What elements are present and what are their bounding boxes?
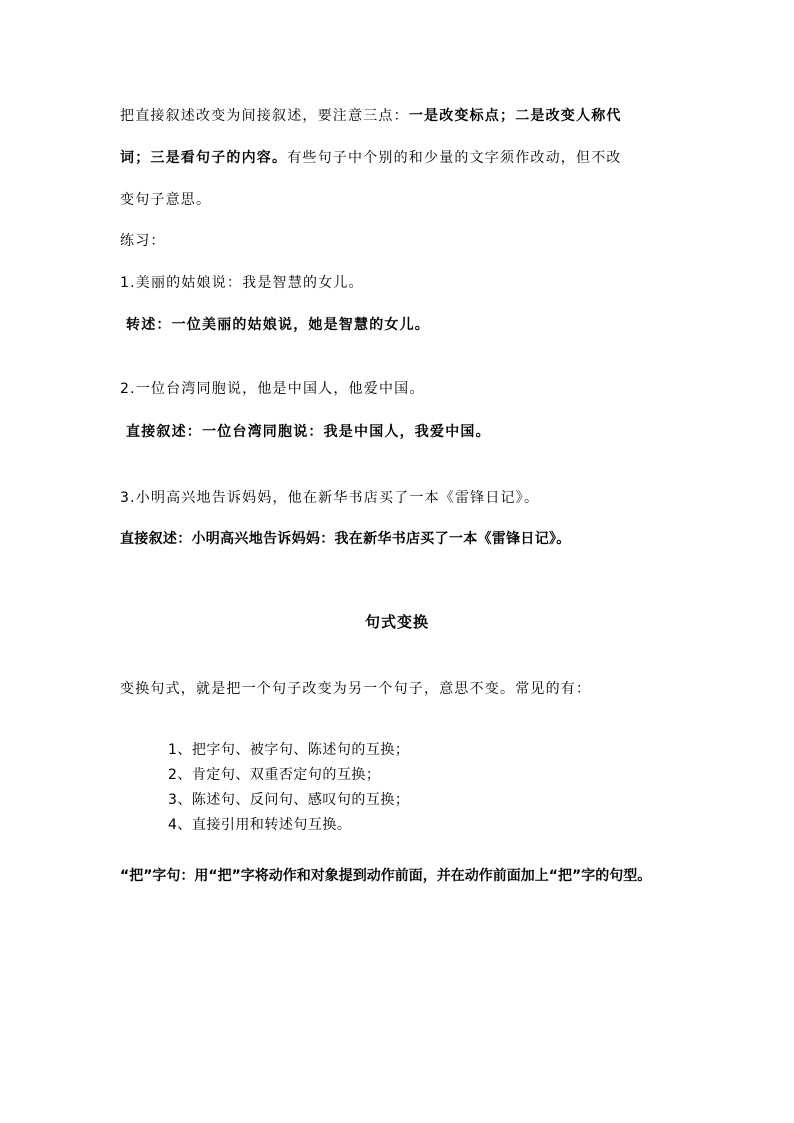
section-intro: 变换句式，就是把一个句子改变为另一个句子，意思不变。常见的有： <box>120 681 592 697</box>
exercise-1-answer: 转述：一位美丽的姑娘说，她是智慧的女儿。 <box>126 317 430 333</box>
intro-line-3: 变句子意思。 <box>120 192 212 208</box>
exercise-3-answer: 直接叙述：小明高兴地告诉妈妈：我在新华书店买了一本《雷锋日记》。 <box>120 531 571 547</box>
intro-line-1-bold: 一是改变标点；二是改变人称代 <box>408 108 622 124</box>
list-item: 2、肯定句、双重否定句的互换； <box>168 767 381 783</box>
intro-line-1-normal: 把直接叙述改变为间接叙述，要注意三点： <box>120 108 409 124</box>
intro-line-2-normal: 有些句子中个别的和少量的文字须作改动，但不改 <box>287 150 622 166</box>
practice-label: 练习： <box>120 233 166 249</box>
exercise-3-question: 3.小明高兴地告诉妈妈，他在新华书店买了一本《雷锋日记》。 <box>120 490 540 506</box>
list-item: 1、把字句、被字句、陈述句的互换； <box>168 742 410 758</box>
intro-line-2-bold: 词；三是看句子的内容。 <box>120 150 288 166</box>
list-item: 4、直接引用和转述句互换。 <box>168 817 352 833</box>
exercise-2-question: 2.一位台湾同胞说，他是中国人，他爱中国。 <box>120 381 425 397</box>
section-title: 句式变换 <box>364 613 429 631</box>
exercise-1-question: 1.美丽的姑娘说：我是智慧的女儿。 <box>120 275 364 291</box>
exercise-2-answer: 直接叙述：一位台湾同胞说：我是中国人，我爱中国。 <box>126 424 491 440</box>
intro-line-2 <box>120 148 622 168</box>
ba-sentence-definition: “把”字句：用“把”字将动作和对象提到动作前面，并在动作前面加上“把”字的句型。 <box>120 868 652 884</box>
list-item: 3、陈述句、反问句、感叹句的互换； <box>168 792 410 808</box>
intro-line-1 <box>120 106 622 126</box>
